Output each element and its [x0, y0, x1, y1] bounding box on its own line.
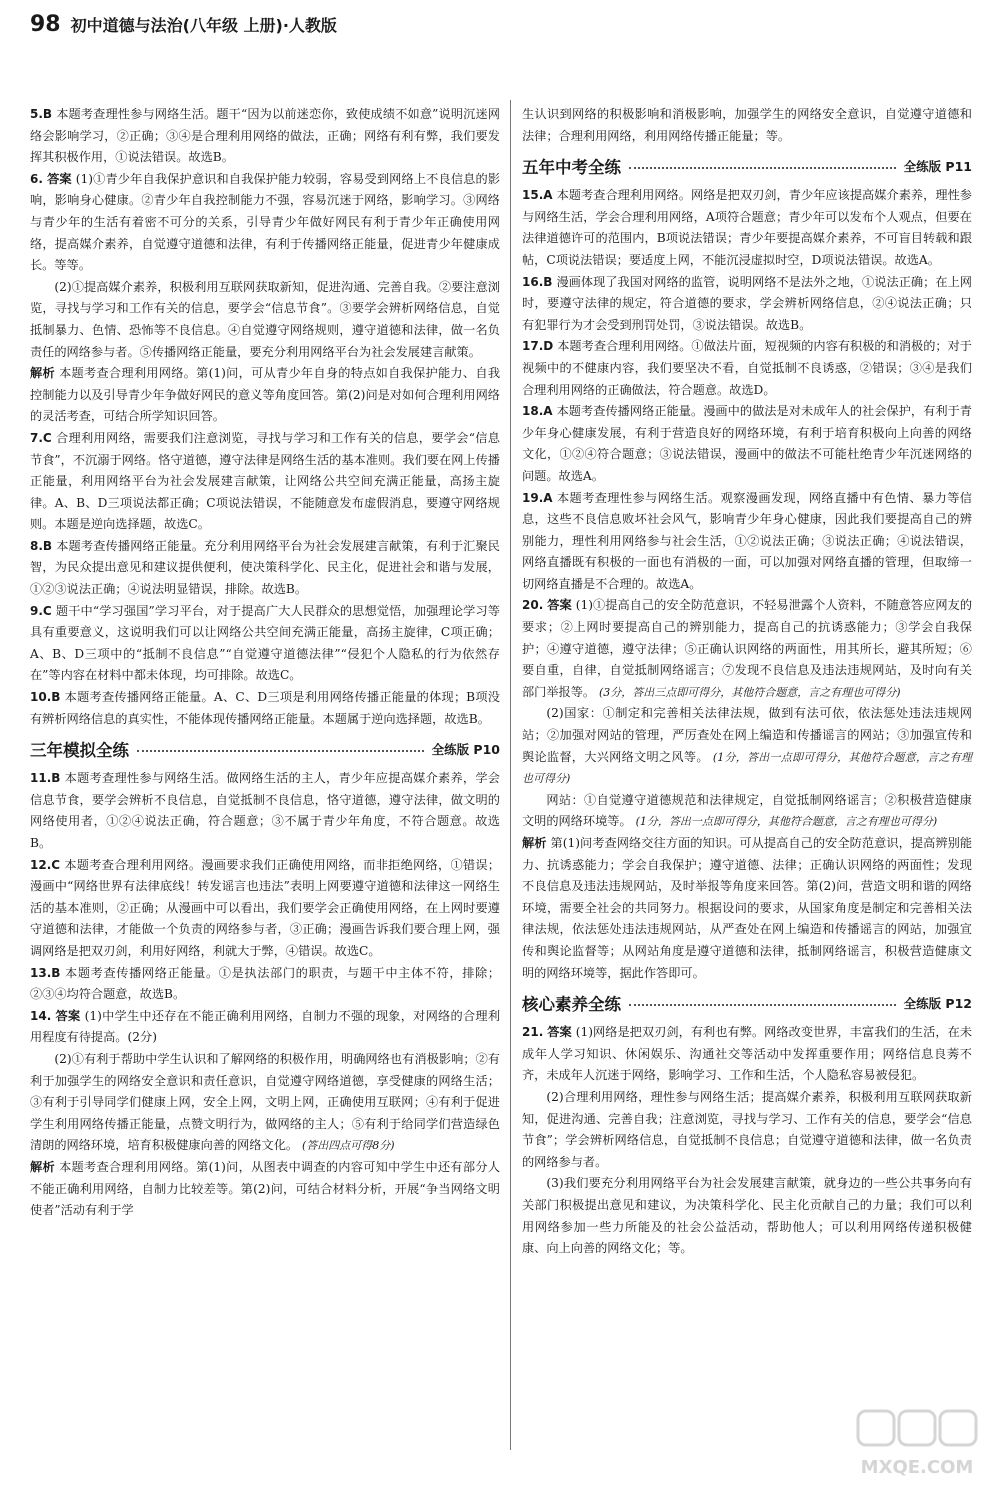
answer-entry: [30, 363, 500, 428]
scoring-note: (3分，答出三点即可得分，其他符合题意，言之有理也可得分): [599, 685, 901, 699]
answer-entry: [30, 855, 500, 963]
answer-label: 答案: [46, 171, 72, 186]
answer-entry: [30, 963, 500, 1006]
scoring-note: (答出四点可得8分): [302, 1139, 395, 1153]
section-page-ref: 全练版 P11: [903, 159, 972, 175]
scoring-note: (1分，答出一点即可得分，其他符合题意，言之有理也可得分): [635, 815, 938, 829]
question-number: 15.A: [522, 188, 553, 203]
answer-label: 答案: [547, 1025, 572, 1040]
answer-entry: [522, 104, 972, 147]
section-header: [522, 151, 972, 181]
watermark-text: MXQE.COM: [860, 1457, 974, 1478]
section-dots: [629, 1004, 896, 1006]
section-page-ref: 全练版 P10: [431, 742, 500, 758]
question-number: 21.: [522, 1025, 544, 1040]
answer-entry: [30, 1049, 500, 1157]
answer-text: (2)①有利于帮助中学生认识和了解网络的积极作用，明确网络也有消极影响；②有利于加强学生的网络安全意识和责任意识，自觉遵守网络道德，享受健康的网络生活；③有利于引导同学们健康上网，安全上网，文明上网，正确使用互联网；④有利于促进学生利用网络传播正能量，点赞文明行为，做网络的主人；⑤有利于给同学们营造绿色清朗的网络环境，培育积极健康向善的网络文化。: [30, 1051, 500, 1153]
answer-text: 网站：①自觉遵守道德规范和法律规定，自觉抵制网络谣言；②积极营造健康文明的网络环境等。: [522, 792, 972, 829]
section-header: [522, 988, 972, 1018]
answer-text: (1)①提高自己的安全防范意识，不轻易泄露个人资料，不随意答应网友的要求；②上网时要提高自己的辨别能力，提高自己的抗诱惑能力；③学会自我保护；④遵守道德，遵守法律；⑤正确认识网络的两面性，用其所长，避其所短；⑥要自重，自律，自觉抵制网络谣言；⑦发现不良信息及违法违规网站，及时向有关部门举报等。: [522, 598, 973, 699]
scoring-note: (1分，答出一点即可得分，其他符合题意，言之有理也可得分): [522, 750, 973, 786]
answer-entry: [522, 1022, 972, 1087]
section-title: 五年中考全练: [522, 158, 621, 178]
answer-entry: [522, 336, 972, 401]
answer-entry: [30, 277, 500, 363]
answer-entry: [522, 595, 972, 703]
answer-label: 答案: [547, 598, 572, 613]
answer-text: 本题考查合理利用网络。第(1)问，可从青少年自身的特点如自我保护能力、自我控制能力以及引导青少年争做好网民的意义等角度回答。第(2)问是对如何合理利用网络的灵活考查，可结合所学知识回答。: [30, 366, 501, 424]
page-number: 98: [30, 12, 61, 37]
answer-text: 本题考查合理利用网络。第(1)问，从图表中调查的内容可知中学生中还有部分人不能正确利用网络，自制力比较差等。第(2)问，可结合材料分析，开展“争当网络文明使者”活动有利于学: [30, 1159, 501, 1218]
right-column: [522, 104, 972, 1260]
answer-text: (3)我们要充分利用网络平台为社会发展建言献策，就身边的一些公共事务向有关部门积极提出意见和建议，为决策科学化、民主化贡献自己的力量；我们可以利用网络参加一些力所能及的社会公益活动，帮助他人；可以利用网络传递积极健康、向上向善的网络文化；等。: [522, 1176, 972, 1256]
column-divider: [510, 100, 511, 1450]
answer-text: 本题考查传播网络正能量。A、C、D三项是利用网络传播正能量的体现；B项没有辨析网络信息的真实性，不能体现传播网络正能量。本题属于逆向选择题，故选B。: [30, 690, 500, 726]
answer-entry: [30, 428, 500, 536]
answer-entry: [522, 272, 972, 337]
question-number: 11.B: [30, 771, 61, 786]
answer-text: 漫画体现了我国对网络的监管，说明网络不是法外之地，①说法正确；在上网时，要遵守法律的规定，符合道德的要求，学会辨析网络信息，②④说法正确；只有犯罪行为才会受到刑罚处罚，③说法错误。故选B。: [522, 274, 972, 332]
answer-entry: [522, 488, 972, 596]
answer-label: 解析: [30, 366, 55, 381]
question-number: 16.B: [522, 274, 553, 289]
section-dots: [137, 750, 424, 752]
answer-text: 题干中“学习强国”学习平台，对于提高广大人民群众的思想觉悟，加强理论学习等具有重要意义，这说明我们可以让网络公共空间充满正能量，高扬主旋律，C项正确；A、B、D三项中的“抵制不良信息”“自觉遵守道德法律”“侵犯个人隐私的行为依然存在”等内容在材料中都未体现，均可排除。故选C。: [30, 603, 500, 683]
section-title: 核心素养全练: [522, 995, 621, 1015]
answer-entry: [522, 833, 972, 984]
answer-text: 本题考查合理利用网络。①做法片面，短视频的内容有积极的和消极的；对于视频中的不健康内容，我们要坚决不看，自觉抵制不良诱惑，②错误；③④是我们合理利用网络的正确做法，符合题意。故选D。: [522, 339, 972, 397]
answer-text: (1)中学生中还存在不能正确利用网络，自制力不强的现象，对网络的合理利用程度有待提高。(2分): [30, 1008, 501, 1045]
answer-text: (1)网络是把双刃剑，有利也有弊。网络改变世界，丰富我们的生活，在未成年人学习知识、休闲娱乐、沟通社交等活动中发挥重要作用；网络信息良莠不齐，未成年人沉迷于网络，影响学习、工作和生活，个人隐私容易被侵犯。: [522, 1025, 973, 1083]
answer-text: (2)合理利用网络，理性参与网络生活；提高媒介素养，积极利用互联网获取新知，促进沟通、完善自我；注意浏览，寻找与学习、工作有关的信息，要学会“信息节食”；学会辨析网络信息，自觉抵制不良信息；自觉遵守道德和法律，做一名负责的网络参与者。: [522, 1089, 972, 1169]
header-title: 初中道德与法治(八年级 上册)·人教版: [70, 16, 337, 35]
answer-entry: [522, 790, 972, 833]
answer-text: 本题考查传播网络正能量。充分利用网络平台为社会发展建言献策，有利于汇聚民智，为民众提出意见和建议提供便利，使决策科学化、民主化，促进社会和谐与发展，①②③说法正确；④说法明显错误，排除。故选B。: [30, 538, 500, 597]
question-number: 17.D: [522, 339, 554, 354]
question-number: 18.A: [522, 404, 553, 419]
question-number: 13.B: [30, 965, 61, 980]
answer-text: 本题考查合理利用网络。网络是把双刃剑，青少年应该提高媒介素养，理性参与网络生活，学会合理利用网络，A项符合题意；青少年可以发布个人观点，但要在法律道德许可的范围内，B项说法错误；青少年要提高媒介素养，不可盲目转载和跟帖，C项说法错误；要适度上网，不能沉浸虚拟时空，D项说法错误。故选A。: [522, 188, 972, 267]
answer-entry: [30, 687, 500, 730]
answer-text: 本题考查理性参与网络生活。题干“因为以前迷恋你，致使成绩不如意”说明沉迷网络会影响学习，②正确；③④是合理利用网络的做法，正确；网络有利有弊，我们要发挥其积极作用，①说法错误。故选B。: [30, 107, 500, 165]
section-header: [30, 734, 500, 764]
answer-text: 生认识到网络的积极影响和消极影响，加强学生的网络安全意识，自觉遵守道德和法律；合理利用网络，利用网络传播正能量；等。: [522, 107, 972, 143]
answer-entry: [522, 1173, 972, 1259]
answer-text: 本题考查合理利用网络。漫画要求我们正确使用网络，而非拒绝网络，①错误；漫画中“网络世界有法律底线！转发谣言也违法”表明上网要遵守道德和法律这一网络生活的基本准则，②正确；从漫画中可以看出，我们要学会正确使用网络，在上网时要遵守道德和法律，才能做一个负责的网络参与者，③正确；漫画告诉我们要合理上网，强调网络是把双刃剑，利用好网络，利就大于弊，④错误。故选C。: [30, 857, 500, 958]
answer-label: 解析: [522, 836, 547, 850]
answer-entry: [522, 401, 972, 487]
question-number: 7.C: [30, 430, 52, 445]
left-column: [30, 104, 500, 1222]
answer-entry: [30, 1157, 500, 1222]
answer-entry: [30, 169, 500, 277]
question-number: 9.C: [30, 603, 52, 618]
question-number: 14.: [30, 1008, 52, 1023]
section-title: 三年模拟全练: [30, 741, 129, 761]
answer-text: (1)①青少年自我保护意识和自我保护能力较弱，容易受到网络上不良信息的影响，影响身心健康。②青少年自我控制能力不强，容易沉迷于网络，影响学习。③网络与青少年的生活有着密不可分的关系，引导青少年做好网民有利于青少年正确使用网络，提高媒介素养，自觉遵守道德和法律，有利于传播网络正能量，促进青少年健康成长。等等。: [30, 171, 501, 273]
answer-entry: [522, 703, 972, 789]
answer-entry: [30, 601, 500, 687]
question-number: 19.A: [522, 490, 553, 505]
answer-entry: [30, 1006, 500, 1049]
question-number: 20.: [522, 598, 544, 613]
answer-text: 本题考查理性参与网络生活。观察漫画发现，网络直播中有色情、暴力等信息，这些不良信息败坏社会风气，影响青少年身心健康，因此我们要提高自己的辨别能力，理性利用网络参与社会生活，①②说法正确；③说法正确；④说法错误，网络直播既有积极的一面也有消极的一面，可以加强对网络直播的管理，但取缔一切网络直播是不合理的。故选A。: [522, 490, 972, 591]
answer-entry: [30, 536, 500, 601]
question-number: 5.B: [30, 107, 53, 121]
question-number: 8.B: [30, 538, 53, 553]
answer-text: 本题考查理性参与网络生活。做网络生活的主人，青少年应提高媒介素养，学会信息节食，要学会辨析不良信息，自觉抵制不良信息，恪守道德，遵守法律，做文明的网络使用者，①②④说法正确，符合题意；③不属于青少年角度，不符合题意。故选B。: [30, 771, 500, 850]
question-number: 10.B: [30, 690, 61, 705]
answer-text: (2)①提高媒介素养，积极利用互联网获取新知，促进沟通、完善自我。②要注意浏览，寻找与学习和工作有关的信息，要学会“信息节食”。③要学会辨析网络信息，自觉抵制暴力、色情、恐怖等不良信息。④自觉遵守网络规则，遵守道德和法律，做一名负责任的网络参与者。⑤传播网络正能量，要充分利用网络平台为社会发展建言献策。: [30, 279, 500, 359]
answer-text: 第(1)问考查网络交往方面的知识。可从提高自己的安全防范意识，提高辨别能力、抗诱惑能力；学会自我保护；遵守道德、法律；正确认识网络的两面性；发现不良信息及违法违规网站，及时举报等角度来回答。第(2)问，营造文明和谐的网络环境，需要全社会的共同努力。根据设问的要求，从国家角度是制定和完善相关法律法规，依法惩处违法违规网站，从严查处在网上编造和传播谣言的网站，加强宣传和舆论监督等；从网站角度是遵守道德和法律，抵制网络谣言，积极营造健康文明的网络环境等，据此作答即可。: [522, 836, 973, 980]
answer-label: 解析: [30, 1159, 55, 1174]
question-number: 6.: [30, 171, 43, 186]
answer-text: 本题考查传播网络正能量。漫画中的做法是对未成年人的社会保护，有利于青少年身心健康发展，有利于营造良好的网络环境，有利于培育积极向上向善的网络文化，①②④符合题意；③说法错误，漫画中的做法不可能杜绝青少年沉迷网络的问题。故选A。: [522, 404, 972, 483]
answer-entry: [522, 1087, 972, 1173]
answer-label: 答案: [55, 1008, 81, 1023]
section-page-ref: 全练版 P12: [903, 996, 972, 1012]
section-dots: [629, 167, 896, 169]
watermark-logo-icon: [852, 1405, 982, 1483]
answer-entry: [30, 768, 500, 854]
answer-text: 本题考查传播网络正能量。①是执法部门的职责，与题干中主体不符，排除；②③④均符合题意，故选B。: [30, 965, 500, 1002]
answer-entry: [522, 185, 972, 271]
question-number: 12.C: [30, 857, 61, 872]
answer-entry: [30, 104, 500, 169]
answer-text: (2)国家：①制定和完善相关法律法规，做到有法可依，依法惩处违法违规网站；②加强对网站的管理，严厉查处在网上编造和传播谣言的网站；③加强宣传和舆论监督，大兴网络文明之风等。: [522, 706, 972, 764]
answer-text: 合理利用网络，需要我们注意浏览，寻找与学习和工作有关的信息，要学会“信息节食”，不沉溺于网络。恪守道德，遵守法律是网络生活的基本准则。我们要在网上传播正能量，利用网络平台为社会发展建言献策，让网络公共空间充满正能量，高扬主旋律。A、B、D三项说法都正确；C项说法错误，不能随意发布虚假消息，要遵守网络规则。本题是逆向选择题，故选C。: [30, 430, 500, 532]
page-header: [30, 12, 337, 40]
